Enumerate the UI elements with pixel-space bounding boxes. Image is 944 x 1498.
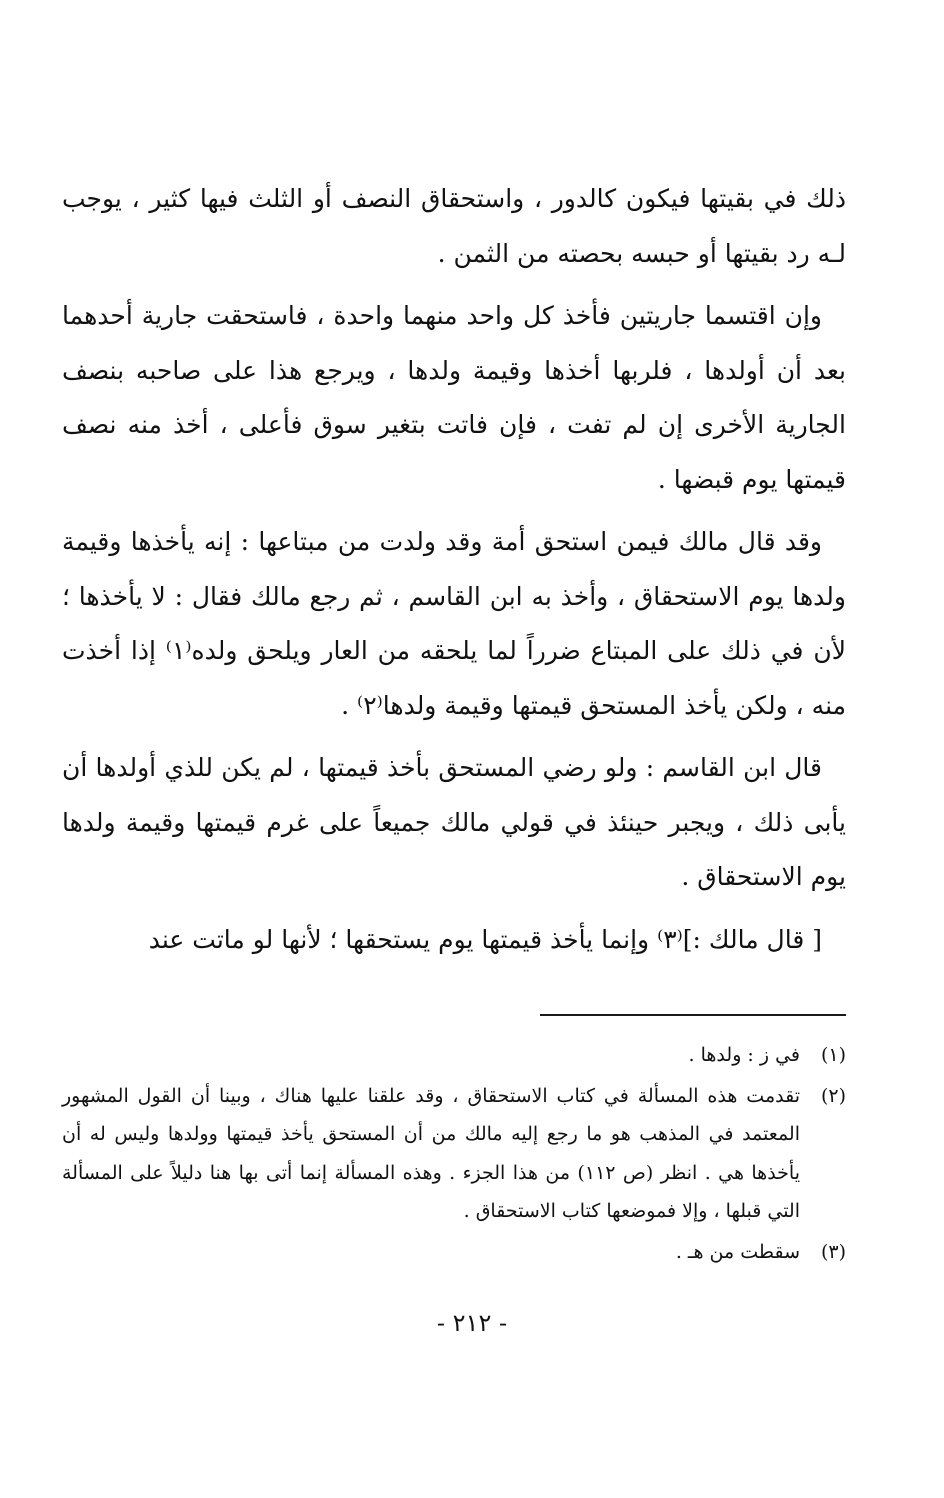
footnote-text: في ز : ولدها . — [688, 1044, 800, 1066]
paragraph-1: ذلك في بقيتها فيكون كالدور ، واستحقاق النصف أو الثلث فيها كثير ، يوجب لـه رد بقيتها أو حبسه بحصته من الثمن . — [62, 184, 846, 268]
footnote-text: تقدمت هذه المسألة في كتاب الاستحقاق ، وقد علقنا عليها هناك ، وبينا أن القول المشهور المعتمد في المذهب هو ما رجع إليه مالك من أن المستحق يأخذ قيمتها وولدها وليس له أن يأخذها هي . انظر (ص ١١٢) من هذا الجزء . وهذه المسألة إنما أتى بها هنا دليلاً على المسألة التي قبلها ، وإلا فموضعها كتاب الاستحقاق . — [62, 1084, 800, 1222]
footnote-number: (٣) — [820, 1240, 846, 1263]
footnote-3 — [62, 1233, 846, 1272]
footnote-text: سقطت من هـ . — [675, 1240, 800, 1263]
footnote-2 — [62, 1077, 846, 1231]
paragraph-4: قال ابن القاسم : ولو رضي المستحق بأخذ قيمتها ، لم يكن للذي أولدها أن يأبى ذلك ، ويجبر حينئذ في قولي مالك جميعاً على غرم قيمتها وقيمة ولدها يوم الاستحقاق . — [62, 753, 846, 891]
footnote-1 — [62, 1036, 846, 1075]
page-number: - ٢١٢ - — [436, 1309, 508, 1337]
paragraph-3: وقد قال مالك فيمن استحق أمة وقد ولدت من مبتاعها : إنه يأخذها وقيمة ولدها يوم الاستحقاق ، وأخذ به ابن القاسم ، ثم رجع مالك فقال : لا يأخذها ؛ لأن في ذلك على المبتاع ضرراً لما يلحقه من العار ويلحق ولده⁽١⁾ إذا أخذت منه ، ولكن يأخذ المستحق قيمتها وقيمة ولدها⁽٢⁾ . — [62, 527, 846, 720]
footnote-number: (١) — [820, 1044, 846, 1066]
paragraph-5: [ قال مالك :]⁽٣⁾ وإنما يأخذ قيمتها يوم يستحقها ؛ لأنها لو ماتت عند — [148, 924, 822, 954]
paragraph-2: وإن اقتسما جاريتين فأخذ كل واحد منهما واحدة ، فاستحقت جارية أحدهما بعد أن أولدها ، فلربها أخذها وقيمة ولدها ، ويرجع هذا على صاحبه بنصف الجارية الأخرى إن لم تفت ، فإن فاتت بتغير سوق فأعلى ، أخذ منه نصف قيمتها يوم قبضها . — [62, 301, 846, 494]
footnotes — [62, 1036, 846, 1273]
footnote-divider — [540, 1014, 846, 1016]
footnote-number: (٢) — [820, 1084, 846, 1107]
main-text — [62, 172, 846, 975]
